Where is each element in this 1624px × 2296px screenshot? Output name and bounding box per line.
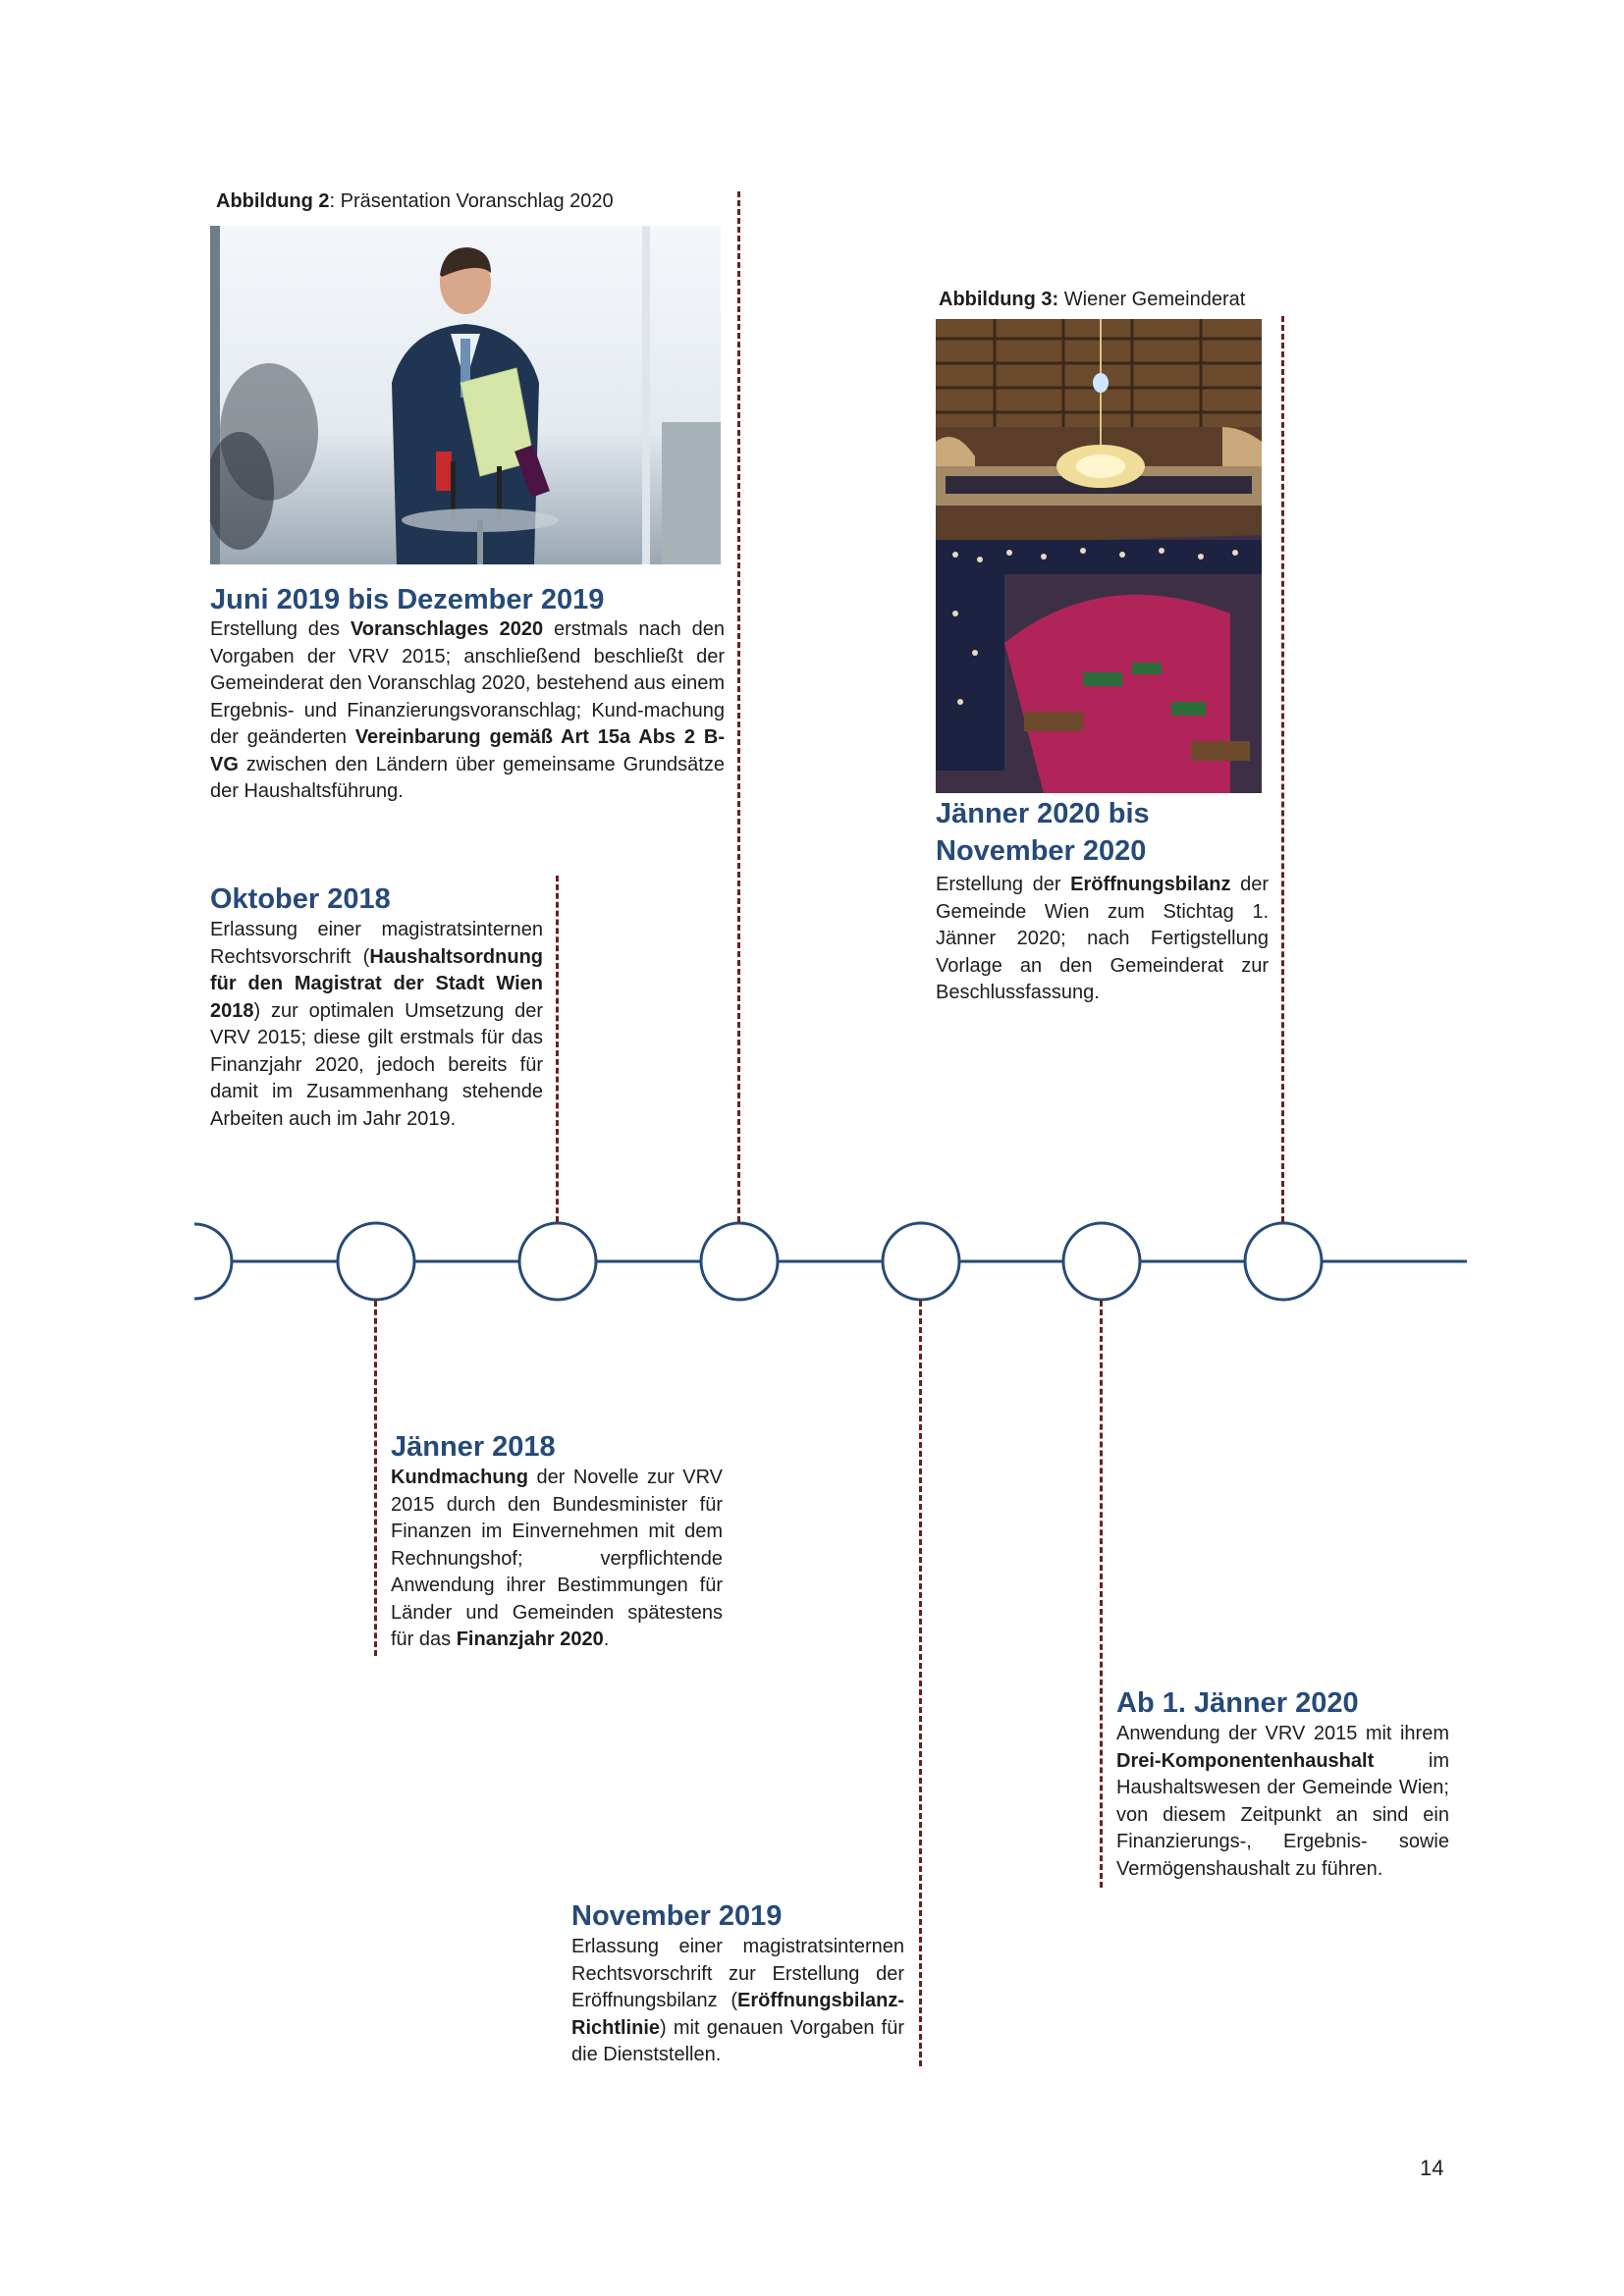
figure-2-caption — [216, 188, 614, 214]
ab-2020-text-2: im Haushaltswesen der Gemeinde Wien; von diesem Zeitpunkt an sind ein Finanzierungs-, Ergebnis- sowie Vermögenshaushalt zu führen. — [1116, 1749, 1449, 1880]
connector-ab-2020 — [1100, 1301, 1103, 1888]
ab-2020-bold-1: Drei-Komponentenhaushalt — [1116, 1749, 1375, 1772]
juni-2019-text-3: zwischen den Ländern über gemeinsame Grundsätze der Haushaltsführung. — [210, 753, 725, 802]
oktober-2018-heading: Oktober 2018 — [210, 883, 391, 915]
jaenner-2018-bold-1: Kundmachung — [391, 1467, 528, 1488]
figure-2-photo — [210, 226, 721, 564]
oktober-2018-bold-1: Haushaltsordnung für den Magistrat der Stadt Wien 2018 — [210, 945, 543, 1022]
page-number: 14 — [1420, 2156, 1444, 2180]
figure-3-label: Abbildung 3: — [939, 289, 1059, 310]
oktober-2018-text-2: ) zur optimalen Umsetzung der VRV 2015; diese gilt erstmals für das Finanzjahr 2020, jedoch bereits für damit im Zusammenhang stehende Arbeiten auch im Jahr 2019. — [210, 999, 543, 1130]
juni-2019-text-1: Erstellung des — [210, 618, 351, 640]
timeline-node-1 — [338, 1223, 414, 1300]
jaenner-2018-bold-2: Finanzjahr 2020 — [456, 1629, 604, 1650]
figure-2-label: Abbildung 2 — [216, 190, 330, 212]
juni-2019-text-2: erstmals nach den Vorgaben der VRV 2015; anschließend beschließt der Gemeinderat den Voranschlag 2020, bestehend aus einem Ergebnis- und Finanzierungsvoranschlag; Kund-machung der geänderten — [210, 618, 725, 748]
timeline-node-6 — [1245, 1223, 1322, 1300]
juni-2019-text — [210, 616, 725, 806]
november-2019-text-2: ) mit genauen Vorgaben für die Dienststellen. — [571, 2016, 904, 2065]
figure-3-caption — [939, 287, 1245, 312]
timeline-axis — [0, 1207, 1624, 1315]
timeline-node-4 — [883, 1223, 959, 1300]
connector-oktober-2018 — [556, 876, 559, 1222]
connector-juni-2019 — [737, 191, 740, 1222]
jaenner-2020-bold-1: Eröffnungsbilanz — [1070, 874, 1231, 895]
connector-jaenner-2020 — [1281, 316, 1284, 1222]
figure-2-text: : Präsentation Voranschlag 2020 — [329, 190, 614, 212]
jaenner-2020-heading: Jänner 2020 bis November 2020 — [936, 798, 1150, 867]
connector-jaenner-2018 — [374, 1301, 377, 1656]
figure-3-photo — [936, 319, 1262, 793]
jaenner-2018-text-2: . — [603, 1629, 610, 1650]
ab-2020-text-1: Anwendung der VRV 2015 mit ihrem — [1116, 1723, 1449, 1744]
jaenner-2020-text — [936, 872, 1269, 1007]
juni-2019-heading: Juni 2019 bis Dezember 2019 — [210, 584, 605, 615]
jaenner-2018-heading: Jänner 2018 — [391, 1431, 556, 1463]
timeline-node-2 — [519, 1223, 596, 1300]
ab-2020-text — [1116, 1721, 1449, 1883]
jaenner-2020-text-2: der Gemeinde Wien zum Stichtag 1. Jänner 2020; nach Fertigstellung Vorlage an den Gemeinderat zur Beschlussfassung. — [936, 874, 1269, 1003]
connector-november-2019 — [919, 1301, 922, 2066]
juni-2019-bold-1: Voranschlages 2020 — [350, 618, 544, 640]
juni-2019-bold-2: Vereinbarung gemäß Art 15a Abs 2 B-VG — [210, 726, 725, 775]
ab-2020-heading: Ab 1. Jänner 2020 — [1116, 1687, 1359, 1719]
timeline-node-5 — [1063, 1223, 1140, 1300]
november-2019-text-1: Erlassung einer magistratsinternen Rechtsvorschrift zur Erstellung der Eröffnungsbilanz ( — [571, 1936, 904, 2011]
oktober-2018-text-1: Erlassung einer magistratsinternen Rechtsvorschrift ( — [210, 919, 543, 968]
jaenner-2020-text-1: Erstellung der — [936, 874, 1071, 895]
november-2019-bold-1: Eröffnungsbilanz-Richtlinie — [571, 1990, 904, 2039]
november-2019-heading: November 2019 — [571, 1900, 783, 1932]
jaenner-2018-text — [391, 1465, 723, 1654]
timeline-node-3 — [701, 1223, 778, 1300]
jaenner-2018-text-1: der Novelle zur VRV 2015 durch den Bundesminister für Finanzen im Einvernehmen mit dem Rechnungshof; verpflichtende Anwendung ihrer Bestimmungen für Länder und Gemeinden spätestens für das — [391, 1467, 723, 1650]
figure-3-text: Wiener Gemeinderat — [1058, 289, 1246, 310]
november-2019-text — [571, 1934, 904, 2069]
oktober-2018-text — [210, 917, 543, 1133]
